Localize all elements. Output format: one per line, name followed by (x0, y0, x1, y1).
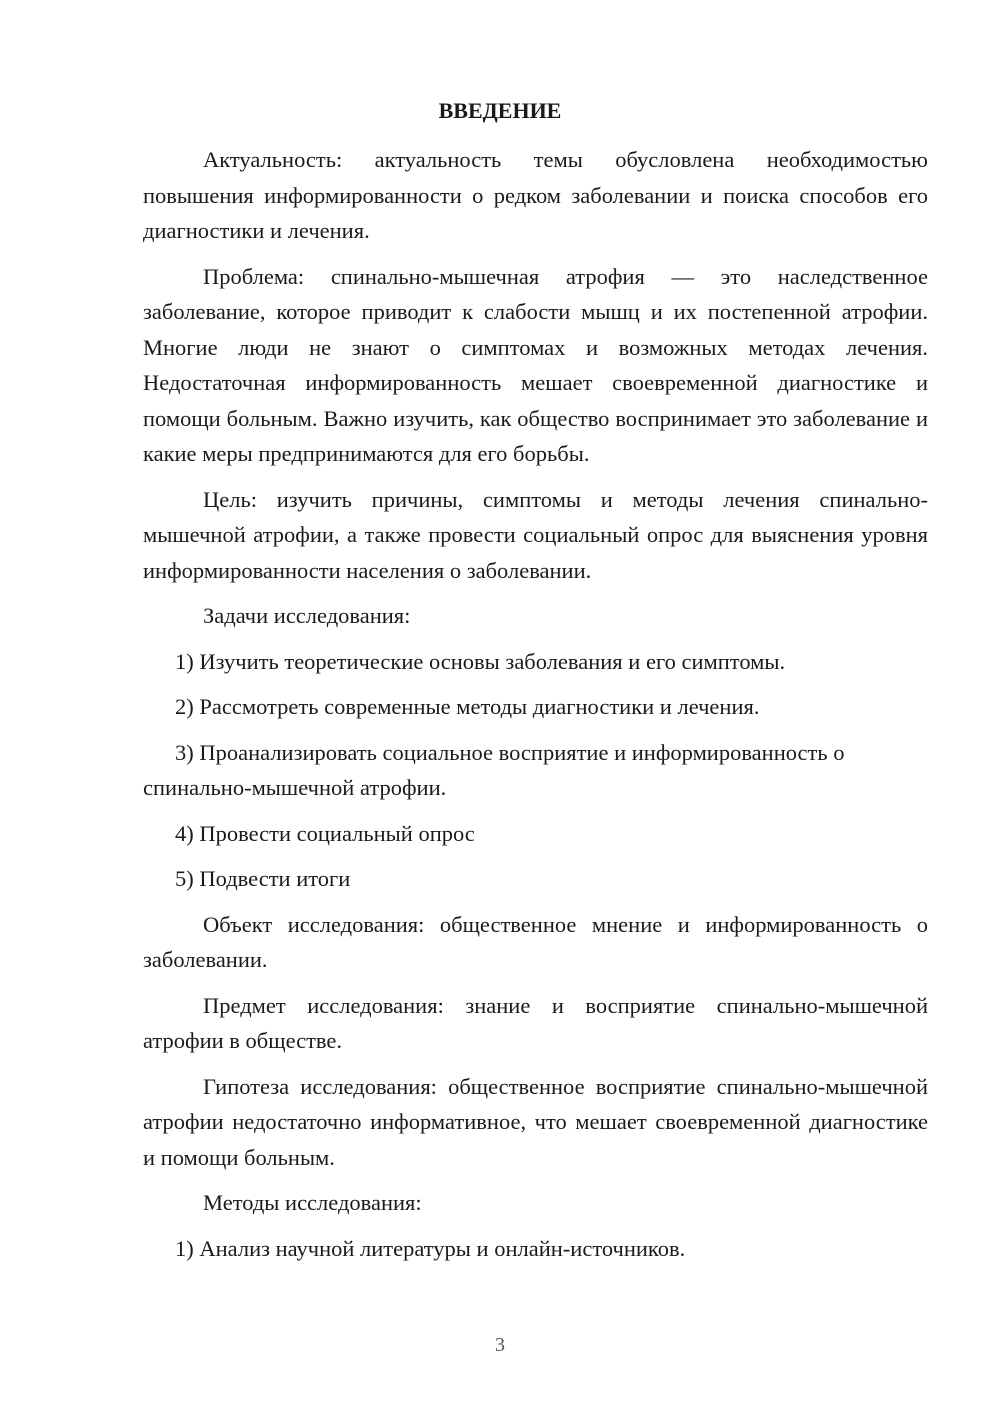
task-item-5: 5) Подвести итоги (175, 866, 351, 891)
task-item-3: 3) Проанализировать социальное восприятие и информированность о спинально-мышечной атрофии. (143, 739, 845, 800)
page-number: 3 (495, 1334, 505, 1356)
page-body (143, 142, 928, 1276)
hypothesis-paragraph: Гипотеза исследования: общественное восприятие спинально-мышечной атрофии недостаточно информативное, что мешает своевременной диагностике и помощи больным. (143, 1073, 928, 1170)
task-item-4: 4) Провести социальный опрос (175, 820, 475, 846)
goal-paragraph: Цель: изучить причины, симптомы и методы лечения спинально-мышечной атрофии, а также провести социальный опрос для выяснения уровня информированности населения о заболевании. (143, 486, 928, 583)
task-item-1: 1) Изучить теоретические основы заболевания и его симптомы. (175, 648, 786, 674)
method-item-1: 1) Анализ научной литературы и онлайн-источников. (175, 1235, 686, 1261)
subject-paragraph: Предмет исследования: знание и восприятие спинально-мышечной атрофии в обществе. (143, 992, 928, 1053)
task-item-2: 2) Рассмотреть современные методы диагностики и лечения. (175, 694, 760, 719)
section-heading: ВВЕДЕНИЕ (438, 98, 562, 123)
tasks-title: Задачи исследования: (203, 603, 411, 628)
methods-title: Методы исследования: (203, 1190, 422, 1215)
relevance-paragraph: Актуальность: актуальность темы обусловлена необходимостью повышения информированности о редком заболевании и поиска способов его диагностики и лечения. (143, 147, 928, 243)
problem-paragraph: Проблема: спинально-мышечная атрофия — это наследственное заболевание, которое приводит к слабости мышц и их постепенной атрофии. Многие люди не знают о симптомах и возможных методах лечения. Недостаточная информированность мешает своевременной диагностике и помощи больным. Важно изучить, как общество воспринимает это заболевание и какие меры предпринимаются для его борьбы. (143, 263, 928, 466)
object-paragraph: Объект исследования: общественное мнение и информированность о заболевании. (143, 911, 928, 972)
